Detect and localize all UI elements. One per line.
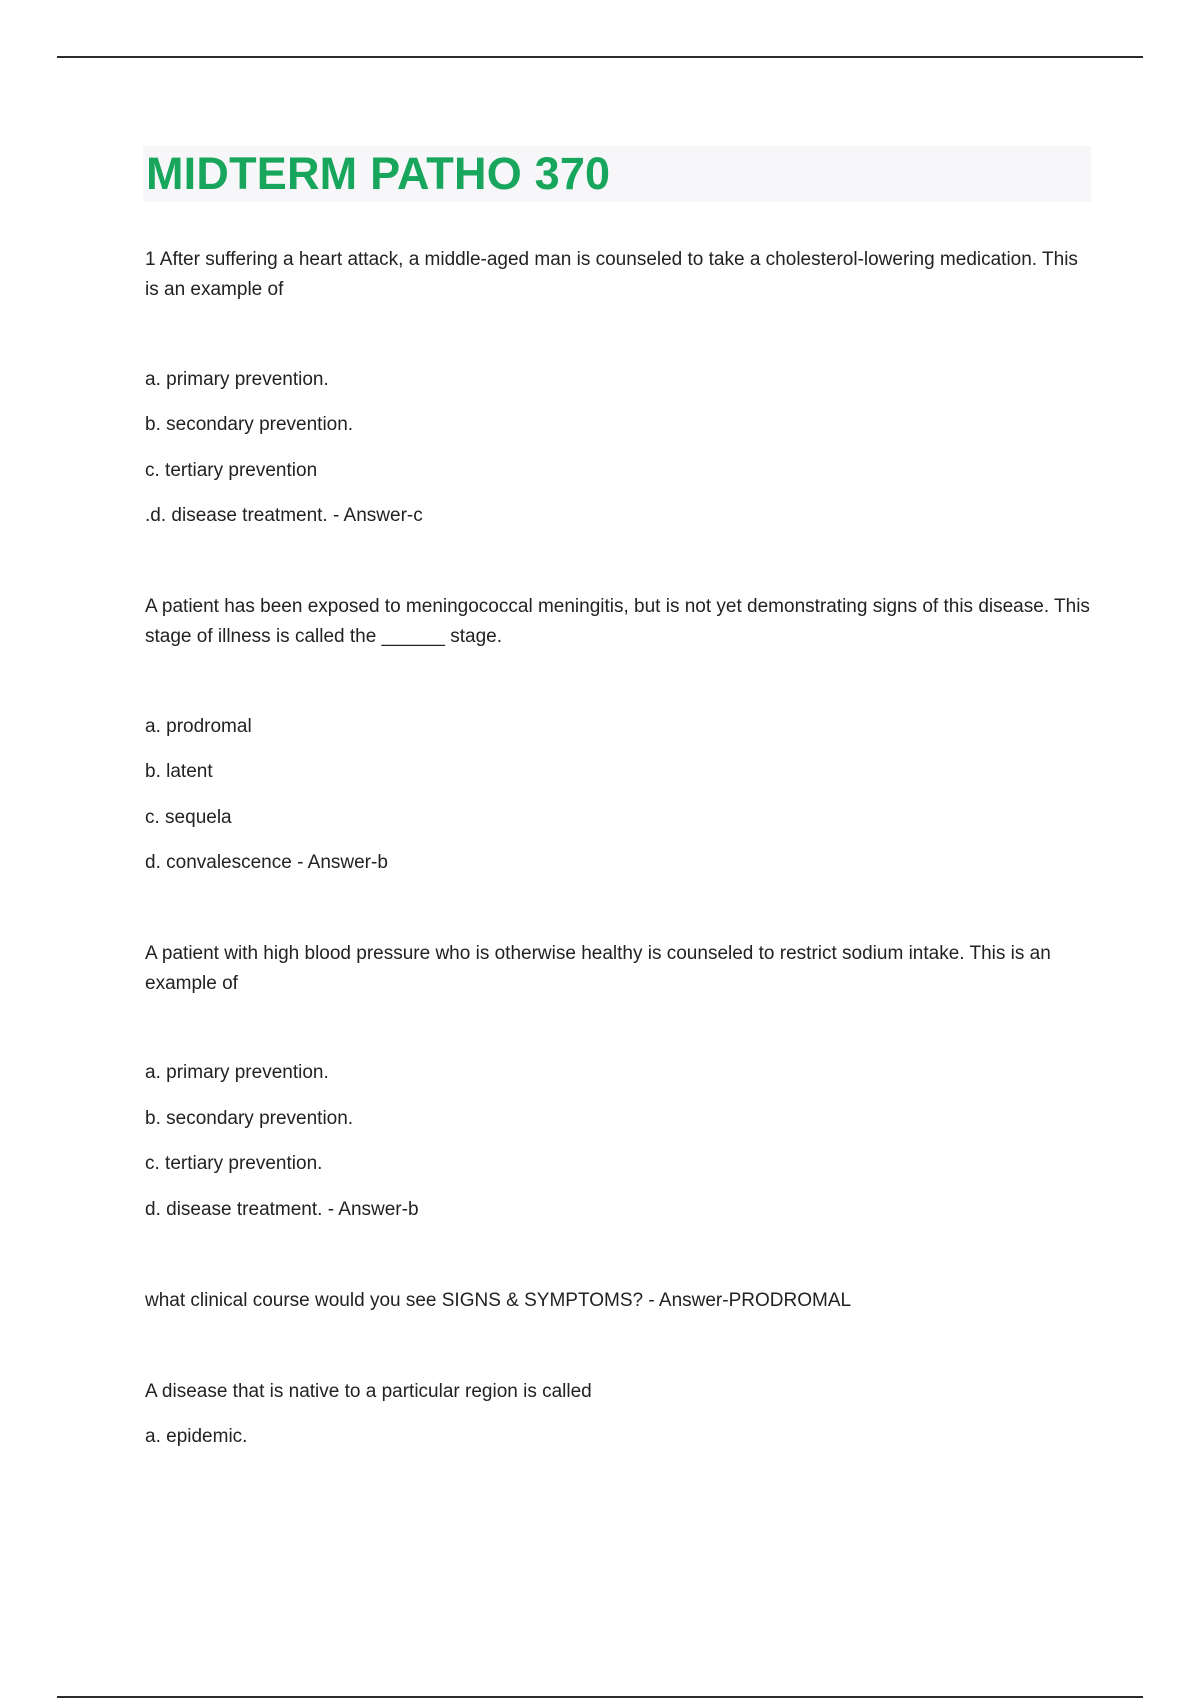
header-rule (57, 56, 1143, 58)
question-3-stem: A patient with high blood pressure who is otherwise healthy is counseled to restrict sodium intake. This is an example of (145, 943, 1051, 994)
question-2-stem: A patient has been exposed to meningococcal meningitis, but is not yet demonstrating signs of this disease. This stage of illness is called the ______ stage. (145, 596, 1090, 647)
question-1-option-d: .d. disease treatment. - Answer-c (145, 505, 423, 526)
question-1-option-c: c. tertiary prevention (145, 460, 318, 481)
question-5-option-a: a. epidemic. (145, 1426, 248, 1447)
footer-rule (57, 1696, 1143, 1698)
question-2-option-d: d. convalescence - Answer-b (145, 852, 388, 873)
question-2-option-a: a. prodromal (145, 716, 252, 737)
question-3-option-b: b. secondary prevention. (145, 1108, 354, 1129)
question-2-option-c: c. sequela (145, 807, 232, 828)
question-3-option-d: d. disease treatment. - Answer-b (145, 1199, 419, 1220)
question-1-option-a: a. primary prevention. (145, 369, 329, 390)
question-1-stem: 1 After suffering a heart attack, a middle-aged man is counseled to take a cholesterol-lowering medication. This is an example of (145, 249, 1078, 300)
question-4-stem: what clinical course would you see SIGNS & SYMPTOMS? - Answer-PRODROMAL (145, 1290, 852, 1311)
question-1-option-b: b. secondary prevention. (145, 414, 354, 435)
question-3-option-c: c. tertiary prevention. (145, 1153, 323, 1174)
question-3-option-a: a. primary prevention. (145, 1062, 329, 1083)
document-title: MIDTERM PATHO 370 (146, 148, 611, 199)
question-5-stem: A disease that is native to a particular region is called (145, 1381, 592, 1402)
question-2-option-b: b. latent (145, 761, 213, 782)
